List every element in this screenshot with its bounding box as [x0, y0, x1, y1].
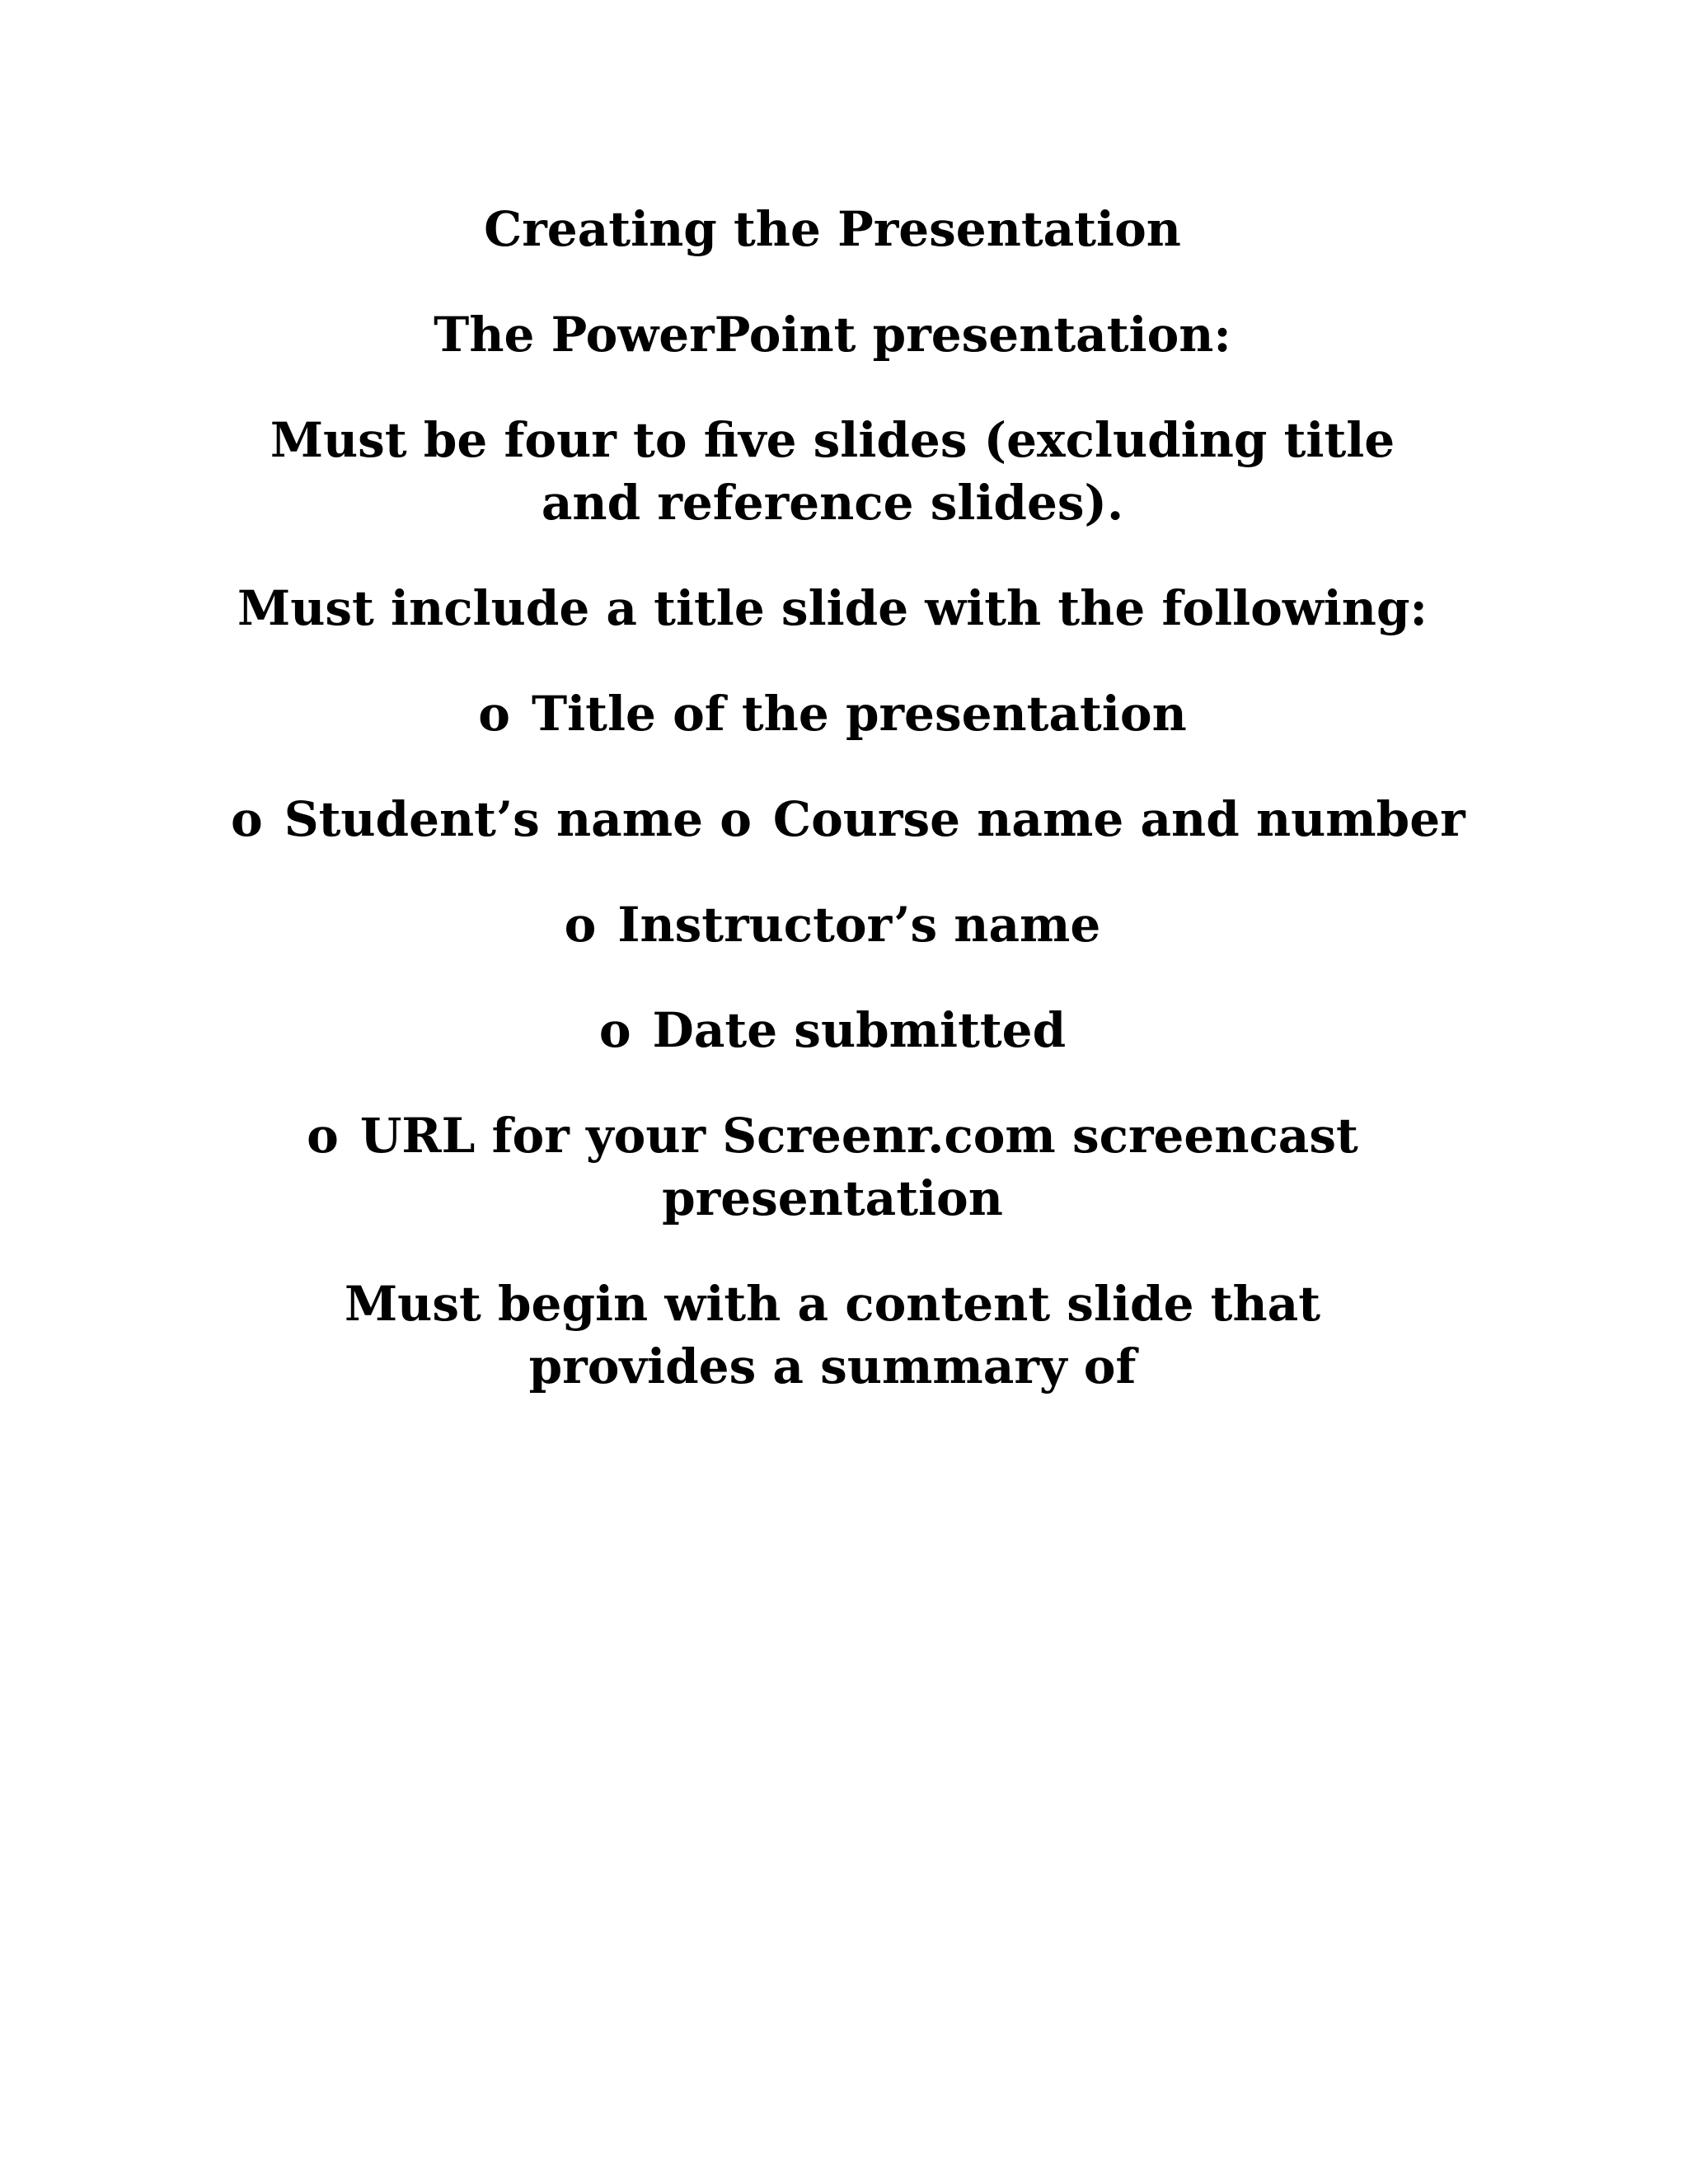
bullet-marker: o	[720, 791, 752, 847]
bullet-text: URL for your Screenr.com screencast presentation	[359, 1108, 1358, 1226]
bullet-marker: o	[564, 897, 597, 953]
bullet-item-combined	[231, 788, 1465, 851]
requirement-content-slide: Must begin with a content slide that provides a summary of	[344, 1276, 1320, 1394]
bullet-item	[231, 999, 1434, 1062]
bullet-marker: o	[307, 1108, 339, 1164]
bullet-text: Instructor’s name	[617, 897, 1101, 953]
requirement-slide-count: Must be four to five slides (excluding title and reference slides).	[270, 412, 1395, 531]
bullet-item	[231, 1104, 1434, 1230]
document-title: Creating the Presentation	[484, 201, 1181, 257]
bullet-marker: o	[478, 686, 510, 742]
bullet-text: Title of the presentation	[531, 686, 1187, 742]
bullet-marker: o	[598, 1002, 631, 1058]
bullet-text: Student’s name	[284, 791, 704, 847]
bullet-item	[231, 682, 1434, 745]
bullet-text: Course name and number	[772, 791, 1465, 847]
bullet-marker: o	[231, 791, 263, 847]
bullet-text: Date submitted	[652, 1002, 1067, 1058]
bullet-item	[231, 893, 1434, 956]
document-subtitle: The PowerPoint presentation:	[434, 307, 1231, 363]
document-content	[231, 198, 1465, 1398]
requirement-title-slide: Must include a title slide with the following:	[237, 580, 1428, 636]
